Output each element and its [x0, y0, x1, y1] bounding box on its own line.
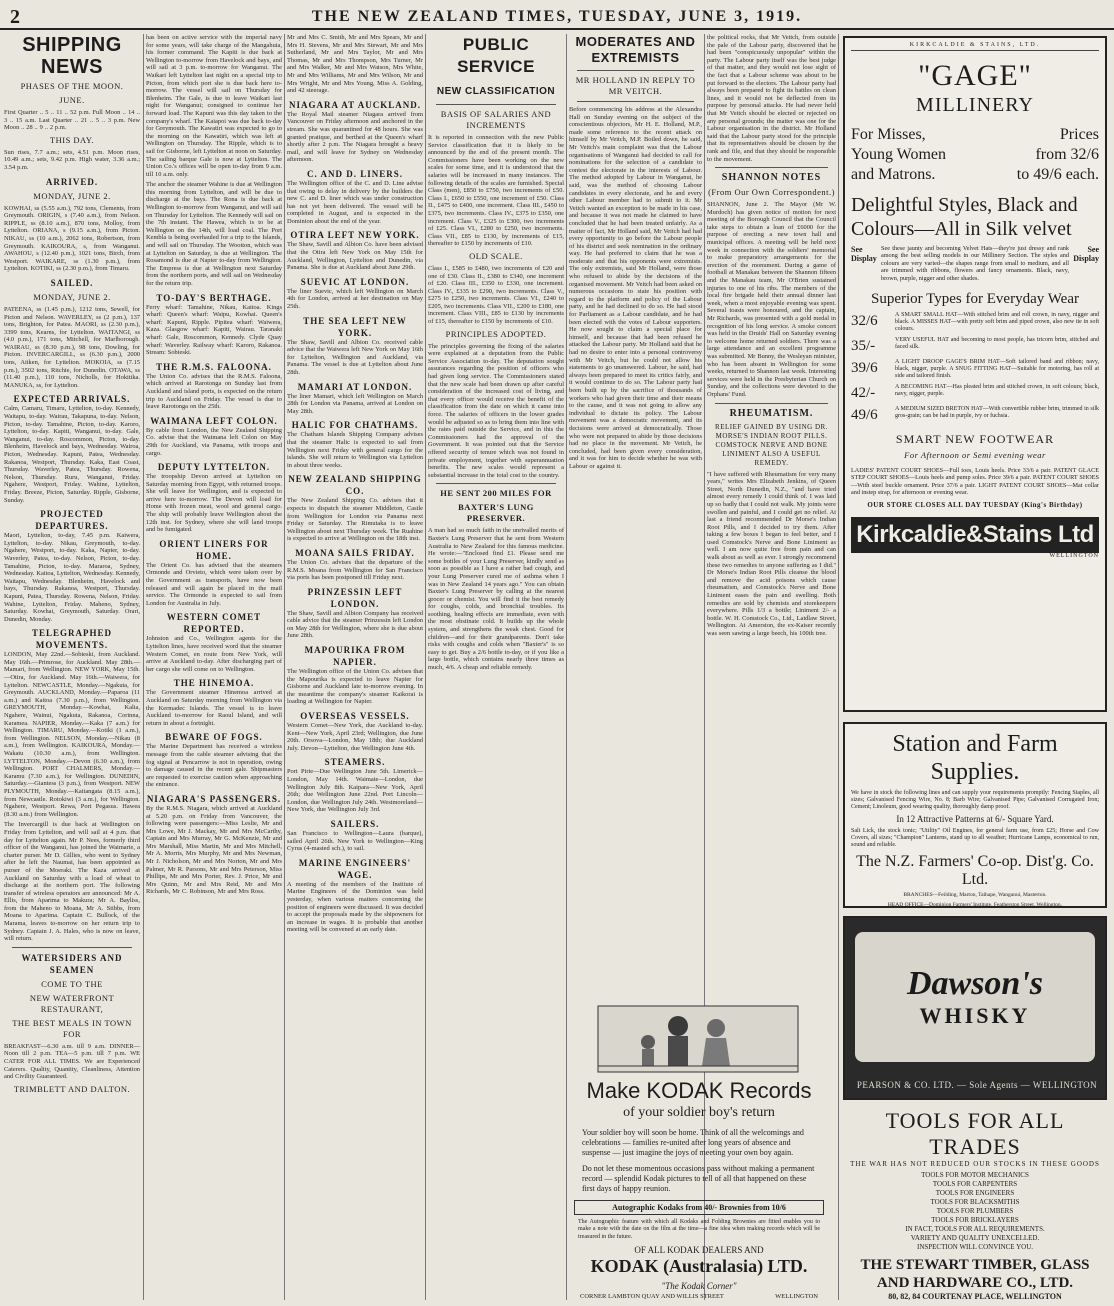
- waterside-heading: WATERSIDERS AND SEAMEN: [21, 952, 123, 975]
- price-tag: 32/6: [851, 313, 878, 330]
- otira-heading: OTIRA LEFT NEW YORK.: [290, 230, 420, 241]
- gage-row-2: [851, 145, 1099, 165]
- berthage-text: Ferry wharf: Tamahine, Nikau, Kaitoa. Kings wharf: Queen's wharf: Waipu, Kowhai. Queen's wharf: Kapuni, Ripple. Pipitea wharf: Waiwera, Kaza. Glasgow wharf: Kapiti, Wairau. Taranaki wharf: Gale, Roscommon, Kennedy. Clyde Quay wharf: Waverley. Railway wharf: Karoro, Rakanoa. Stream: Sobieski.: [146, 303, 282, 357]
- sailed-heading: SAILED.: [50, 277, 94, 288]
- principles-text: The principles governing the fixing of the salaries were explained at a deputation from the Public Service Association to-day. The deputation sought assurances regarding the position of officers who had given long service. The Commissioners stated that the new scale had been drawn up after careful consideration of the increased cost of living, and that every officer would receive the benefit of the classification from the date on which it came into force. The salaries of officers in the lower grades would be adjusted so as to bring them into line with the rates paid outside the Service, and in this the Commissioners had the approval of the Government. It was pointed out that the Service offered security of tenure which was not found in private employment, together with superannuation benefits. The new scales would represent a substantial increase in the total cost to the country.: [428, 342, 564, 479]
- farm-title: Station and Farm Supplies.: [892, 731, 1058, 785]
- col2-intro: has been on active service with the imperial navy for some years, will take charge of the Mangahuia, his former command. The Kapiti is due back at Wellington to-morrow from Havelock and bays, and will sail at 3 p.m. to-morrow for Wanganui. The Waikari left Lyttelton last night on a special trip to Picton, from which port she is due back here to-morrow. The vessel will sail on Thursday for Blenheim. The Gale, is due to leave Waikari last night for Wanganui; consigned to continue her forward load. The Kapuni was this day taken to the company's wharf. The Kaiapoi was due back to-day for Greymouth. The Kawatiri was expected to go to the morning on the Kawatiri, which was left at Wellington on Thursday. The Ripple, which is to sail for Gisborne, left Lyttelton at noon on Saturday. The sailing barque Gale is now at Lyttelton. The Union Co.'s offices will be open to-day from 9 a.m. till 10 a.m. only.: [146, 34, 282, 178]
- dawsons-whisky-advertisement: [843, 916, 1107, 1100]
- phases-heading: PHASES OF THE MOON.: [20, 81, 124, 91]
- shipping-column-3: [287, 34, 423, 1300]
- kodak-price-band: Autographic Kodaks from 40/- Brownies from 10/6: [574, 1200, 824, 1215]
- gage-row-3: [851, 165, 1099, 185]
- moana-heading: MOANA SAILS FRIDAY.: [295, 547, 415, 558]
- footwear-heading: SMART NEW FOOTWEAR: [895, 432, 1055, 447]
- divider: [12, 947, 132, 948]
- old-scale-text: Class I., £585 to £480, two increments of £20 and one of £30. Class II., £380 to £340, one increment of £20. Class III., £350 to £330, one increment. Class IV., £335 to £290, two increments. Class V., £275 to £250, two increments. Class VI., £240 to £205, two increments. Class VII., £200 to £180, one increment. Class VIII., £85 to £130 by increments of £15, thereafter to £150 by increments of £10.: [428, 264, 564, 326]
- shipping-column-2: [146, 34, 282, 1300]
- gage-right-3: to 49/6 each.: [1016, 166, 1099, 183]
- expected-text: Calm, Camaru, Timaru, Lyttelton, to-day. Kennedy, Waitapu, to-day. Wairau, Takapuna, to-day. Nelson, Picton, to-day. Tamahine, Picton, to-day. Karoro, Lyttelton, to-day. Kapiti, Wanganui, to-day. Gale, Wanganui, to-day. Roscommon, Picton, to-day. Blenheim, Havelock and bays, Wednesday. Wairoa, Picton, Wednesday. Kapuni, Patea, Wednesday. Rakanoa, Westport, Thursday. Kaka, East Coast, Thursday. Waverley, Patea, Thursday. Rowena, Nelson, Thursday. Ruru, Wanganui, Friday. Ngahere, Westport, Friday. Wahine, Lyttelton, Friday. Breeze, Picton, Saturday. Ripple, Gisborne, Sunday.: [4, 405, 140, 504]
- holland-subheading: MR HOLLAND IN REPLY TO MR VEITCH.: [575, 75, 696, 96]
- principles-heading: PRINCIPLES ADOPTED.: [445, 328, 547, 339]
- divider: [577, 70, 694, 71]
- this-day-heading: THIS DAY.: [49, 134, 95, 145]
- local-notes-text: The Invercargill is due back at Wellington on Friday from Lyttelton, and will sail at 4 p.m. that day for Lyttelton again. Mr P. Nees, formerly third officer of the Wanganui, has joined the Waimarie, a charter purser. Mr D. Gillies, who went to Sydney after he left the Naumai, has been appointed as purser of the Moeraki. The Kaza arrived at Auckland on Saturday with a load of wheat to discharge at the northern port. The following transfer of wireless operators are announced: Mr A. Ellis, from Aparima to Makura; Mr A. Bayliss, from the Maheno to Moana, Mr A. Stibbs, from Moana to Aparima. Captain C. Bullock, of the Marama, leaves to-morrow on her return trip to Sydney. Captain J. A. Hales, who is now on leave, will return.: [4, 821, 140, 943]
- nzsc-text: The New Zealand Shipping Co. advises that it expects to dispatch the steamer Middleton, Castle from Wellington for London via Panama next Friday or Saturday. The Rimutaka is to leave Wellington about next Thursday week. The Ruahine is expected to arrive at Wellington on the 18th inst.: [287, 497, 423, 543]
- price-tag: 35/-: [851, 338, 876, 355]
- arrived-heading: ARRIVED.: [45, 176, 99, 187]
- farm-body: We have in stock the following lines and can supply your requirements promptly: Fencing Staples, all sizes; Galvanised Fencing Wire, No. 8; Barb Wire; Galvanised Pipe; Galvanised Corrugated Iron; Cement; Linoleum, good wearing quality, thoroughly damp proof.: [851, 790, 1099, 810]
- prinzessin-text: The Shaw, Savill and Albion Company has received cable advice that the steamer Prinzessin left London on May 28th for Wellington, where she is due about June 28th.: [287, 609, 423, 640]
- tools-line: TOOLS FOR BLACKSMITHS: [930, 1198, 1020, 1206]
- soldier-family-illustration: [568, 1000, 830, 1078]
- faloona-text: The Union Co. advises that the R.M.S. Faloona, which arrived at Rarotonga on Sunday last from Auckland and island ports, is expected on the return trip to Auckland on Friday. The vessel is due to leave Rarotonga on the 25th.: [146, 372, 282, 411]
- niagara-heading: NIAGARA AT AUCKLAND.: [289, 99, 421, 110]
- waimana-text: By cable from London, the New Zealand Shipping Co. advise that the Waimana left Colon on May 29th for Auckland, via Panama, with troops and cargo.: [146, 426, 282, 457]
- gage-millinery-advertisement: [843, 36, 1107, 712]
- price-desc: A SMART SMALL HAT—With stitched brim and roll crown, in navy, nigger and black. A MISSES HAT—with pretty soft brim and piped crown, also new tie in soft colours.: [895, 312, 1099, 333]
- cd-liners-text: The Wellington office of the C. and D. Line advise that owing to delay in delivery by the builders the new C. and D. liner which was under construction has not yet been delivered. The vessel will be completed in August, and is expected in the Dominion about the end of the year.: [287, 179, 423, 225]
- col6-intro: the political rocks, that Mr Veitch, from outside the pale of the Labour party, discovered that he had been "conspicuously unpopular" within the party. The Labour party itself was the best judge of that matter, and they would not lose sight of the fact that a Labour scheme was about to be put forward to the electors. The Labour party had always been prepared to fight its battles on clean lines, and it would not be deflected from its purpose by personal attacks. He had never held that Mr Veitch should be elected or rejected on any personal grounds; the matter was one for the Labour organisation in the district. Mr Holland said that the Labour party stood for the principle that its representatives should be chosen by the rank and file, and that they should be responsible to the movement.: [707, 34, 836, 163]
- price-row-2: [851, 337, 1099, 355]
- price-desc: VERY USEFUL HAT and becoming to most people, has tricorn brim, stitched and faced silk.: [895, 337, 1099, 351]
- price-desc: A LIGHT DROOP GAGE'S BRIM HAT—Soft tailored band and ribbon; navy, black, nigger, purple. A SNUG FITTING HAT—Suitable for motoring, has roll at side and tailored finish.: [895, 359, 1099, 380]
- sent-200-heading: HE SENT 200 MILES FOR: [440, 488, 552, 499]
- kodak-dealers: OF ALL KODAK DEALERS AND: [634, 1245, 764, 1256]
- gage-superior-heading: Superior Types for Everyday Wear: [871, 291, 1079, 308]
- come-text: COME TO THE: [41, 978, 103, 989]
- column-rule: [425, 34, 426, 1300]
- kodak-address: CORNER LAMBTON QUAY AND WILLIS STREET: [580, 1293, 724, 1300]
- baxter-heading: BAXTER'S LUNG PRESERVER.: [458, 502, 534, 524]
- sailers-heading: SAILERS.: [330, 818, 380, 829]
- moon-table: First Quarter .. 5 .. 11 .. 52 p.m. Full Moon .. 14 .. 3 .. 15 a.m. Last Quarter .. 21 .. 5 .. 3 p.m. New Moon .. 28 .. 9 .. 2 p.m.: [4, 109, 140, 132]
- col3-intro: Mr and Mrs C. Smith, Mr and Mrs Spears, Mr and Mrs H. Stevens, Mr and Mrs Stewart, Mr and Mrs Sutherland, Mr and Mrs Taylor, Mr and Mrs Thomas, Mr and Mrs Thompson, Mrs Turner, Mr and Mrs Walker, Mr and Mrs Watson, Mrs White, Mr and Mrs Williams, Mr and Mrs Wilson, Mr and Mrs Wright, Mr and Mrs Young, Miss A. Golding, and 42 steerage.: [287, 34, 423, 95]
- moana-text: The Union Co. advises that the departure of the R.M.S. Moana from Wellington for San Francisco via ports has been postponed till Friday next.: [287, 558, 423, 582]
- dawson-label: [855, 932, 1095, 1062]
- price-tag: 49/6: [851, 407, 878, 424]
- cd-liners-heading: C. AND D. LINERS.: [306, 168, 403, 179]
- kodak-title: Make KODAK Records: [586, 1078, 812, 1103]
- farm-patterns: In 12 Attractive Patterns at 6/- Square Yard.: [896, 814, 1054, 824]
- sailed-date: MONDAY, JUNE 2.: [33, 291, 111, 302]
- dawson-product: WHISKY: [919, 1003, 1031, 1028]
- suevic-heading: SUEVIC AT LONDON.: [300, 276, 410, 287]
- gage-styles: Delightful Styles, Black and Colours—All in Silk velvet: [851, 194, 1078, 240]
- tools-line: TOOLS FOR CARPENTERS: [932, 1180, 1018, 1188]
- fogs-heading: BEWARE OF FOGS.: [165, 732, 263, 743]
- baxter-text: A man had so much faith in the unrivalled merits of Baxter's Lung Preserver that he sent from Western Australia to New Zealand for this famous medicine. He wrote:—"Enclosed find £1. Please send me some bottles of your Lung Preserver, kindly send as soon as possible as I have a rather bad cough, and your Lung Preserver cured me of asthma when I was in New Zealand 14 years ago." You can obtain Baxter's Lung Preserver by calling at the nearest grocer or chemist. You will find it the best remedy for coughs, colds, and bronchial troubles. Its soothing, healing effects are immediate, even with the most obstinate cold. It builds up the whole system, and strengthens the weak chest. Good for children—and for their grandparents. Don't take risks with coughs and colds when "Baxter's" is so easy to get. Buy a 2/6 bottle to-day, or if you like a large bottle, which contains nearly three times as much, 4/6. A cheap and reliable remedy.: [428, 527, 564, 672]
- farmers-head-office: HEAD OFFICE—Dominion Farmers' Institute, Featherston Street, Wellington.: [887, 902, 1063, 908]
- footwear-text: LADIES' PATENT COURT SHOES—Full toes, Louis heels. Price 33/6 a pair. PATENT GLACE STEP COURT SHOES—Louis heels and pump soles. Price 39/6 a pair. PATENT COURT SHOES—With steel buckle ornament. Price 37/6 a pair. LIGHT PATENT COURT SHOES—Mat collar and instep strap, for afternoon or evening wear.: [851, 467, 1099, 497]
- tools-title: TOOLS FOR ALL TRADES: [885, 1108, 1065, 1159]
- tools-line: TOOLS FOR MOTOR MECHANICS: [921, 1171, 1029, 1179]
- shannon-text: SHANNON, June 2. The Mayor (Mr W. Murdoch) has given notice of motion for next meeting of the Borough Council that the Council take steps to obtain a loan of £6000 for the purpose of erecting a new town hall and municipal offices. A meeting will be held next week in connection with the soldiers' memorial to make preparatory arrangements for the erection of the monument. During a game of football at Manakau between the Shannon fifteen and the Manakau team, Mr O'Brien sustained injuries to one of his ribs. The members of the local fire brigade held their annual dinner last week, when a most enjoyable evening was spent. Several toasts were honoured, and the captain, Mr Richards, was presented with a gold medal in recognition of his long service. A smoke concert was held in the Druids' Hall on Saturday evening to welcome home returned soldiers. There was a large attendance and an excellent programme was submitted. Mr Bunny, the Wesleyan minister, who has been absent in Wellington for some weeks, returned to Shannon last week. Interesting services were held in the Presbyterian Church on Sunday, and the collections were devoted to the Orphans' Fund.: [707, 201, 836, 398]
- moderates-heading: MODERATES AND EXTREMISTS: [575, 34, 696, 65]
- projected-heading: PROJECTED DEPARTURES.: [35, 509, 109, 532]
- divider: [577, 101, 694, 102]
- marine-engineers-heading: MARINE ENGINEERS' WAGE.: [298, 857, 412, 880]
- kodak-body-2: Do not let these momentous occasions pass without making a permanent record — splendid Kodak pictures to tell of all that happened on these first days of happy reunion.: [582, 1164, 815, 1193]
- kodak-body: Your soldier boy will soon be home. Think of all the welcomings and celebrations — families re-united after long years of absence and suspense — just imagine the joys of meeting your own boy again.: [582, 1128, 804, 1157]
- gage-right-1: Prices: [1059, 126, 1099, 143]
- gage-left-3: and Matrons.: [851, 166, 936, 183]
- price-row-4: [851, 384, 1099, 402]
- thesea-heading: THE SEA LEFT NEW YORK.: [303, 315, 407, 338]
- tools-address: 80, 82, 84 COURTENAY PLACE, WELLINGTON: [888, 1292, 1062, 1300]
- masthead: [0, 4, 1114, 30]
- deputy-heading: DEPUTY LYTTELTON.: [157, 462, 271, 473]
- column-rule: [838, 34, 839, 1300]
- overseas-text: Western Comet—New York, due Auckland to-day. Kent—New York, April 23rd; Wellington, due June 20th. Orsova—London, May 18th; due Auckland July. Devon—Lyttelton, due Wellington June 4th.: [287, 722, 423, 752]
- kodak-city: WELLINGTON: [775, 1293, 818, 1300]
- tools-advertisement: [843, 1106, 1107, 1300]
- hinemoa-heading: THE HINEMOA.: [173, 678, 255, 689]
- arrived-text: KOWHAI, ss (5.55 a.m.), 792 tons, Clements, from Greymouth. ORIGIN, s (7.40 a.m.), from Nelson. RIPPLE, ss (8.10 a.m.), 870 tons, Molloy, from Lyttelton. ORIANA, s (9.15 a.m.), from Picton. NIKAU, ss (10 a.m.), 2062 tons, Robertson, from Greymouth. KAIKOURA, s, from Wanganui. AWAHOU, s (12.40 p.m.), 1021 tons, Birch, from Westport. WAIKARE, ss (1.30 p.m.), from Lyttelton. KOTIKI, ss (2.30 p.m.), from Timaru.: [4, 204, 140, 273]
- see-display-left: See Display: [851, 245, 877, 263]
- shannon-heading: SHANNON NOTES: [721, 172, 822, 184]
- marine-engineers-text: A meeting of the members of the Institute of Marine Engineers of the Dominion was held yesterday, when various matters concerning the position of engineers were discussed. It was decided to accept the proposals made by the shipowners for an increase in wages. It is probable that another meeting will be convened at an early date.: [287, 880, 423, 934]
- halic-heading: HALIC FOR CHATHAMS.: [291, 420, 419, 431]
- kodak-subtitle: of your soldier boy's return: [623, 1105, 775, 1120]
- kodak-small-text: The Autographic feature with which all Kodaks and Folding Brownies are fitted enables you to make a note with the date on the film at the time—a fine idea when making records which will be treasured in the future.: [578, 1219, 820, 1240]
- halic-text: The Chatham Islands Shipping Company advises that the steamer Halic is expected to sail from Wellington next Friday with general cargo for the islands. She will return to Wellington via Lyttelton in about three weeks.: [287, 431, 423, 469]
- tools-company: THE STEWART TIMBER, GLASS AND HARDWARE CO., LTD.: [860, 1257, 1090, 1291]
- telegraph-text: LONDON, May 22nd.—Sobieski, from Auckland. May 16th.—Primrose, for Auckland. May 28th.—Mamari, from Wellington. NEW YORK, May 15th.—Otira, for Auckland. May 16th.—Waiwera, for Lyttelton. NEWCASTLE, Monday.—Ngakuta, for Greymouth. AUCKLAND, Monday.—Paparoa (11 a.m.) and Kaitoa (7.30 p.m.), from Wellington. GREYMOUTH, Monday.—Kowhai, Kalia, Ngahere, Wainui, Ngakuta, Rakanoa, Corinna, Karamea. NAPIER, Monday.—Kaka (7 a.m.) for Wellington. TIMARU, Monday.—Kotiki (1 a.m.), from Wellington. NELSON, Monday.—Nikau (8 a.m.), from Wellington. KAIKOURA, Monday.—Wakatu (10.30 a.m.), from Wellington. LYTTELTON, Monday.—Devon (6.30 a.m.), from Wellington. PORT CHALMERS, Monday.—Karamu (7.30 a.m.), for Wellington. DUNEDIN, Saturday.—Giantess (3 p.m.), from Westport. NEW PLYMOUTH, Monday.—Kaitangata (8.15 a.m.), from Newcastle. Rotokiwi (3 a.m.), for Wellington. Ngahere, Westport. Rewa, Port Pegasus. Hawea (8.30 a.m.) from Wellington.: [4, 651, 140, 818]
- tools-line: TOOLS FOR BRICKLAYERS: [931, 1216, 1019, 1224]
- western-comet-text: Johnston and Co., Wellington agents for the Lyttelton lines, have received word that the steamer Western Comet, en route from New York, will arrive at Auckland to-day. After discharging part of her cargo she will come on to Wellington.: [146, 635, 282, 673]
- column-rule: [143, 34, 144, 1300]
- gage-right-2: from 32/6: [1035, 146, 1099, 163]
- shannon-byline: (From Our Own Correspondent.): [708, 187, 835, 198]
- basis-heading: BASIS OF SALARIES AND INCREMENTS: [440, 109, 552, 130]
- classification-subheading: NEW CLASSIFICATION: [436, 86, 556, 97]
- restaurant-name: NEW WATERFRONT RESTAURANT,: [29, 992, 115, 1014]
- store-closes: OUR STORE CLOSES ALL DAY TUESDAY (King's Birthday): [867, 500, 1083, 509]
- month-heading: JUNE.: [59, 95, 85, 105]
- divider: [436, 483, 556, 484]
- see-display-right: See Display: [1073, 245, 1099, 263]
- public-service-column: [428, 34, 564, 1300]
- rheumatism-heading: RHEUMATISM.: [729, 407, 814, 419]
- price-row-3: [851, 359, 1099, 380]
- public-service-heading: PUBLIC SERVICE: [457, 35, 535, 76]
- restaurant-text: BREAKFAST—6.30 a.m. till 9 a.m. DINNER—Noon till 2 p.m. TEA—5 p.m. till 7 p.m. WE CATER FOR ALL TIMES. We are Experienced Caterers. Quality, Quantity, Cleanliness, Attention and Civility Guaranteed.: [4, 1042, 140, 1081]
- public-service-text: It is reported in connection with the new Public Service classification that it is likely to be announced by the end of the present month. The Commissioners have been working on the new scales for some time, and it is understood that the salaries will be increased in many instances. The following details of the scales are furnished. Special Class (men), £850 to £750, two increments of £50. Class I., £650 to £550, one increment of £50. Class II., £475 to £400, one increment. Class III., £450 to £375, two increments. Class IV., £375 to £350, one increment. Class V., £325 to £300, two increments of £25. Class VI., £280 to £250, two increments. Class VII., £85 to £130, by increments of £15, thereafter to £150 by increments of £10.: [428, 134, 564, 248]
- hinemoa-text: The Government steamer Hinemoa arrived at Auckland on Saturday morning from Wellington via the Kermadec Islands. The vessel is to leave Auckland to-morrow for Raoul Island, and will return in about a fortnight.: [146, 689, 282, 727]
- shipping-news-column: [4, 34, 140, 1300]
- suevic-text: The liner Suevic, which left Wellington on March 4th for London, arrived at her destination on May 25th.: [287, 287, 423, 311]
- kodak-corner: "The Kodak Corner": [661, 1281, 737, 1292]
- footwear-sub: For Afternoon or Semi evening wear: [904, 450, 1046, 461]
- rheumatism-text: "I have suffered with Rheumatism for very many years," writes Mrs Elizabeth Jenkins, of Queen Street, North Dunedin, N.Z., "and have tried almost every remedy I could think of. I was laid up so badly that I could not walk. My joints were swollen and painful, and I could get no relief. At last a friend recommended Dr Morse's Indian Root Pills, and I decided to try them. After taking a few boxes I began to feel better, and I used Comstock's Nerve and Bone Liniment as well. I am now quite free from pain and can walk about as well as ever. I strongly recommend these two remedies to anyone suffering as I did." Dr Morse's Indian Root Pills cleanse the blood and remove the acid poisons which cause rheumatism, and Comstock's Nerve and Bone Liniment eases the pain and swelling. Both remedies are sold by chemists and storekeepers everywhere. Pills 1/3 a bottle; Liniment 2/- a bottle. W. H. Comstock Co., Ltd., Laidlaw Street, Wellington. At Amerston, the ex-Kaiser recently was seen sawing a large beech, his 100th tree.: [707, 470, 836, 637]
- expected-heading: EXPECTED ARRIVALS.: [13, 394, 131, 405]
- dawson-footer: PEARSON & CO. LTD. — Sole Agents — WELLINGTON: [856, 1080, 1098, 1090]
- tools-line: TOOLS FOR ENGINEERS: [935, 1189, 1015, 1197]
- arrived-date: MONDAY, JUNE 2.: [33, 190, 111, 201]
- moderates-text: Before commencing his address at the Alexandra Hall on Sunday evening on the subject of the conscientious objectors, Mr H. E. Holland, M.P., made some reference to the recent attack on himself by Mr Veitch, M.P. Boiled down, he said, Mr Veitch's main complaint was that the Labour organisations of Wanganui had decided to call for nominations for the selection of a candidate to contest the electorate in the interests of Labour. The method adopted by Labour in Wanganui, he said, was the method of choosing Labour candidates in every electorate, and he and every other Labour member had to submit to it. Mr Veitch wanted an exception to be made in his case, and because it was not made he claimed to have concluded that he had been treated unfairly. As a matter of fact, Mr Holland said, Mr Veitch had had every opportunity to go before the Labour people of his district and seek nomination in the ordinary way. He had preferred to claim that he was a moderate and that his opponents were extremists. The only extremists, said Mr Holland, were those who refused to abide by the decisions of the organised movement. Mr Veitch had been asked on numerous occasions to state his position with regard to the platform and policy of the Labour party, and he had declined to do so. He had stood for Parliament as a Labour candidate, and he had been elected with the votes of Labour supporters. He now sought to claim a special place for himself, and because that had been refused he attacked the Labour party. Mr Holland said that he had no desire to enter into a personal controversy with Mr Veitch, but he could not allow his statements to go unanswered. Labour, he said, had always been prepared to meet its critics fairly, and it would continue to do so. The Labour party had been built up by the sacrifice of thousands of workers who had given their time and their means to the cause, and it was not going to allow any individual to dictate its policy. The Labour movement was a democratic movement, and its decisions were arrived at democratically. Those who were not prepared to abide by those decisions had no place in the movement. Mr Veitch, he concluded, had been given every consideration, and it was for him to decide whether he was with Labour or against it.: [569, 106, 702, 470]
- tools-subtitle: THE WAR HAS NOT REDUCED OUR STOCKS IN THESE GOODS: [850, 1160, 1100, 1168]
- gage-title: "GAGE": [918, 59, 1032, 92]
- gage-body-text: See these jaunty and becoming Velvet Hats—they're just dressy and rank among the best selling models in our Millinery Section. The styles and colours are very varied—the shapes range from small to medium, and all are trimmed with ribbons, flowers and fancy ornaments. Black, navy, brown, purple, nigger and other shades.: [881, 245, 1069, 282]
- farmers-name: The N.Z. Farmers' Co-op. Dist'g. Co. Ltd.: [856, 853, 1094, 888]
- page-number: 2: [10, 6, 20, 28]
- farmers-branches: BRANCHES—Feilding, Marton, Taihape, Wanganui, Masterton.: [903, 892, 1047, 898]
- tools-line: IN FACT, TOOLS FOR ALL REQUIREMENTS.: [905, 1225, 1045, 1233]
- price-tag: 42/-: [851, 385, 876, 402]
- deputy-text: The troopship Devon arrived at Lyttelton on Saturday morning from Egypt, with returned troops. She will leave for Wellington, and is expected to arrive here to-morrow. The Devon will load for Home with frozen meat, wool and general cargo. The ship will probably leave Wellington about the 12th inst. for Sydney, where she will land troops and be fumigated.: [146, 473, 282, 534]
- kirkcaldie-city: WELLINGTON: [1049, 552, 1099, 559]
- old-scale-heading: OLD SCALE.: [469, 250, 523, 261]
- thesea-text: The Shaw, Savill and Albion Co. received cable advice that the Waiwera left New York on May 16th for Lyttelton, Wellington and Auckland, via Panama. The vessel is due at Lyttelton about June 28th.: [287, 338, 423, 376]
- column-rule: [284, 34, 285, 1300]
- orient-heading: ORIENT LINERS FOR HOME.: [159, 538, 269, 561]
- divider: [715, 403, 828, 404]
- price-tag: 39/6: [851, 360, 878, 377]
- prinzessin-heading: PRINZESSIN LEFT LONDON.: [307, 586, 403, 609]
- dawson-brand: Dawson's: [906, 965, 1044, 1002]
- trimblett-dalton: TRIMBLETT AND DALTON.: [13, 1083, 131, 1094]
- kodak-company: KODAK (Australasia) LTD.: [590, 1256, 808, 1277]
- gage-subtitle: MILLINERY: [916, 94, 1034, 116]
- faloona-heading: THE R.M.S. FALOONA.: [156, 361, 272, 372]
- kodak-footer: [580, 1293, 818, 1300]
- tools-line: VARIETY AND QUALITY UNEXCELLED.: [910, 1234, 1040, 1242]
- waimana-heading: WAIMANA LEFT COLON.: [150, 415, 278, 426]
- mamari-text: The liner Mamari, which left Wellington on March 28th for London via Panama, arrived at London on May 28th.: [287, 392, 423, 415]
- kodak-advertisement: [568, 1000, 830, 1300]
- mamari-heading: MAMARI AT LONDON.: [297, 381, 413, 392]
- nzsc-heading: NEW ZEALAND SHIPPING CO.: [288, 474, 422, 497]
- niagara-passengers-text: By the R.M.S. Niagara, which arrived at Auckland at 5.20 p.m. on Friday from Vancouver, the following were passengers:—Miss Leslie, Mr and Mrs Lowe, Mr J. Mackay, Mr and Mrs McCarthy, Captain and Mrs Murray, Mr G. McKenzie, Mr and Mrs Marshall, Miss Martin, Mr and Mrs Mitchell, Mr A. Morris, Mrs Murphy, Mr and Mrs Newman, Mr J. Nicholson, Mr and Mrs Norton, Mr and Mrs Palmer, Mr R. Parsons, Mr and Mrs Peterson, Miss Phillips, Mr and Mrs Porter, Rev. J. Price, Mr and Mrs Quinn, Mr and Mrs Reid, Mr and Mrs Richards, Mr C. Robinson, Mr and Mrs Ross.: [146, 804, 282, 896]
- telegraph-heading: TELEGRAPHED MOVEMENTS.: [31, 628, 112, 651]
- shipping-news-heading: SHIPPING NEWS: [22, 34, 122, 78]
- fogs-text: The Marine Department has received a wireless message from the cable steamer advising that the fog signal at Pencarrow is not in operation, owing to damage caused in the recent gale. Shipmasters are requested to exercise caution when approaching the entrance.: [146, 743, 282, 789]
- gage-body-row: [851, 245, 1099, 282]
- berthage-heading: TO-DAY'S BERTHAGE.: [156, 292, 272, 303]
- kirkcaldie-logo: Kirkcaldie&Stains Ltd: [851, 517, 1099, 553]
- farm-body-2: Salt Lick, the stock tonic; "Utility" Oil Engines, for general farm use, from £25; Horse and Cow Covers, all sizes; "Champion" Lanterns, stand up to all weather; Hurricane Lamps, economical to run, sound and reliable.: [851, 828, 1099, 848]
- farm-supplies-advertisement: [843, 722, 1107, 908]
- western-comet-heading: WESTERN COMET REPORTED.: [166, 612, 262, 635]
- price-row-5: [851, 406, 1099, 424]
- niagara-text: The Royal Mail steamer Niagara arrived from Vancouver on Friday afternoon and anchored in the stream. She was quarantined for 48 hours. She was granted pratique, and berthed at the Queen's wharf shortly after 2 p.m. The Niagara brought a heavy mail, and will leave for Sydney on Wednesday afternoon.: [287, 110, 423, 164]
- best-meals: THE BEST MEALS IN TOWN FOR: [12, 1017, 132, 1039]
- paper-title: THE NEW ZEALAND TIMES, TUESDAY, JUNE 3, 1919.: [311, 8, 803, 25]
- otira-text: The Shaw, Savill and Albion Co. have been advised that the Otira left New York on May 15th for Auckland, Wellington, Lyttelton and Dunedin, via Panama. She is due at Auckland about June 29th.: [287, 241, 423, 272]
- col2-text-b: The anchor the steamer Wahine is due at Wellington this morning from Lyttelton, and will be due to discharge at the bays. The Rona is due back at Wellington to-morrow from Wanganui, and will sail on Thursday for Lyttelton. The Kennedy will sail on the 7th instant. The Hawea, which is to be at Wellington on the 14th, will load coal. The Port Kembla is being overhauled for a trip to the Islands, and will sail on Thursday. The Wootton, which was at Lyttelton on Saturday, is due at Wellington. The Rosamond is due at Napier to-day from Wellington. The Empress is due at Wellington next Saturday from the northern ports, and will sail on Wednesday for the return trip.: [146, 181, 282, 287]
- steamers-text: Port Pirie—Due Wellington June 5th. Limerick—London, May 14th. Waimate—London, due Wellington July 8th. Kaipara—New York, April 26th; due Wellington June 22nd. Port Lincoln—London, due Wellington July 24th. Westmoreland—New York, due Wellington July 3rd.: [287, 768, 423, 814]
- column-rule: [566, 34, 567, 1300]
- steamers-heading: STEAMERS.: [324, 757, 386, 768]
- divider: [715, 167, 828, 168]
- divider: [436, 104, 556, 105]
- gage-left-1: For Misses,: [851, 126, 926, 143]
- price-row-1: [851, 312, 1099, 333]
- gage-row-1: [851, 125, 1099, 145]
- gage-left-2: Young Women: [851, 146, 947, 163]
- relief-heading: RELIEF GAINED BY USING DR. MORSE'S INDIAN ROOT PILLS. COMSTOCK NERVE AND BONE LINIMENT ALSO A USEFUL REMEDY.: [715, 422, 828, 467]
- orient-text: The Orient Co. has advised that the steamers Ormonde and Orvieto, which were taken over by the Government as transports, have now been released and will again be placed in the mail service. The Ormonde is expected to sail from London for Australia in July.: [146, 561, 282, 607]
- overseas-heading: OVERSEAS VESSELS.: [300, 711, 410, 722]
- price-desc: A MEDIUM SIZED BRETON HAT—With convertible rubber brim, trimmed in silk gros-grain; can be had in purple, ivy or fuchsia.: [895, 406, 1099, 420]
- tools-line: INSPECTION WILL CONVINCE YOU.: [916, 1243, 1033, 1251]
- tides-text: Sun rises, 7.7 a.m.; sets, 4.51 p.m. Moon rises, 10.49 a.m.; sets, 9.42 p.m. High water, 3.36 a.m.; 3.54 p.m.: [4, 148, 140, 171]
- tools-line: TOOLS FOR PLUMBERS: [936, 1207, 1014, 1215]
- sailers-text: San Francisco to Wellington—Laura (barque), sailed April 26th. New York to Wellington—King Cyrus (4-masted sch.), to sail.: [287, 829, 423, 853]
- mapourika-heading: MAPOURIKA FROM NAPIER.: [304, 645, 406, 668]
- sailed-text: PATEENA, ss (1.45 p.m.), 1212 tons, Sewell, for Picton and Nelson. WAVERLEY, ss (2 p.m.), 137 tons, Brighton, for Patea. MAORI, ss (2.30 p.m.), 3399 tons, Kearns, for Lyttelton. WAITANGI, ss (4.0 p.m.), 171 tons, Mitchell, for Marlborough. WAIRAU, ss (8.30 p.m.), 98 tons, Dowling, for Picton. INVERCARGILL, ss (6.30 p.m.), 2000 tons, Aitken, for Lyttelton. MOKOIA, ss (7.15 p.m.), 3502 tons, Ritchie, for Dunedin. OTAWA, ss (11.40 p.m.), 110 tons, Nicholls, for Hokitika. MANUKA, ss, for Lyttelton.: [4, 305, 140, 389]
- price-desc: A BECOMING HAT—Has pleated brim and stitched crown, in soft colours; black, navy, nigger, purple.: [895, 384, 1099, 398]
- gage-store-name: KIRKCALDIE & STAINS, LTD.: [851, 42, 1099, 51]
- projected-text: Maori, Lyttelton, to-day, 7.45 p.m. Kaiwera, Lyttelton, to-day. Nikau, Greymouth, to-day. Ngahere, Westport, to-day. Kaka, Napier, to-day. Waverley, Patea, to-day. Nelson, Picton, to-day. Tamahine, Picton, to-day. Mararoa, Sydney, Wednesday. Kaitoa, Lyttelton, Wednesday. Kennedy, Waitapu, Wednesday. Blenheim, Havelock and bays, Thursday. Rakanoa, Westport, Thursday. Kapuni, Patea, Thursday. Rowena, Nelson, Friday. Wahine, Lyttelton, Friday. Maheno, Sydney, Saturday. Kowhai, Greymouth, Saturday. Orari, Dunedin, Monday.: [4, 532, 140, 623]
- niagara-passengers-heading: NIAGARA'S PASSENGERS.: [146, 793, 282, 804]
- mapourika-text: The Wellington office of the Union Co. advises that the Mapourika is expected to leave Napier for Gisborne and Auckland late to-morrow evening. In the meantime the company's steamer Kaikorai is loading at Wellington for Napier.: [287, 668, 423, 706]
